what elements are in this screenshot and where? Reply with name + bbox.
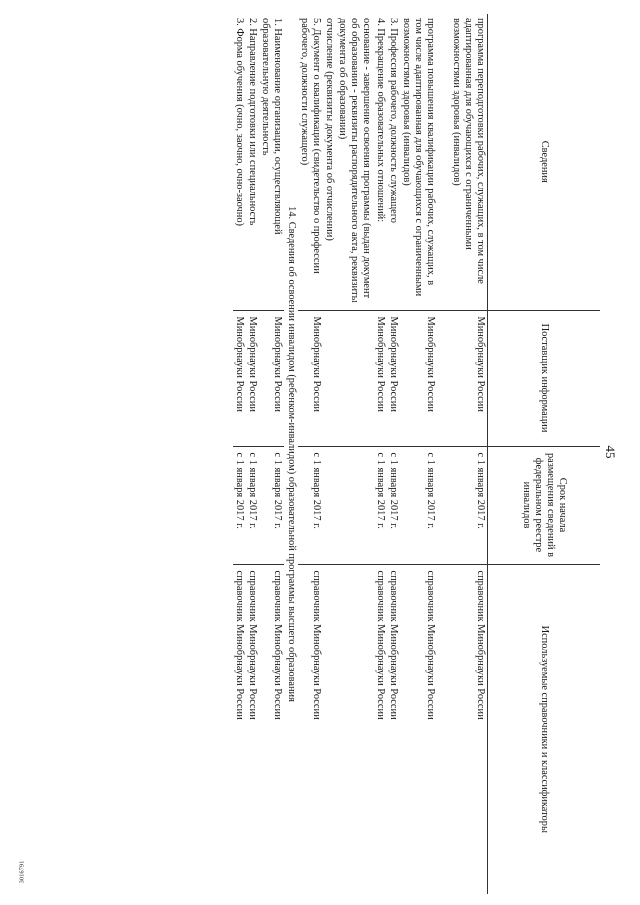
postavshik-cell: Минобрнауки России [246,310,259,446]
table-row [233,14,246,894]
postavshik-cell: Минобрнауки России [233,310,246,446]
svedeniya-cell: 1. Наименование организации, осуществляющей образовательную деятельность [260,18,284,235]
svedeniya-cell: программа повышения квалификации рабочих, служащих, в том числе адаптированная для обучающихся с ограниченными возможностями здоровья (инвалидов) [400,18,436,297]
svedeniya-cell: 2. Направление подготовки или специальность [246,18,258,226]
table-row [259,14,284,894]
postavshik-cell: Минобрнауки России [400,310,450,446]
rotated-page [0,14,600,894]
srok-cell: с 1 января 2017 г. [450,446,488,564]
header-postavshik: Поставщик информации [488,310,601,446]
document-id: 3016791 [18,860,26,884]
srok-cell: с 1 января 2017 г. [298,446,323,564]
header-spravochniki: Используемые справочники и классификаторы [488,564,601,894]
spravochniki-cell: справочник Минобрнауки России [374,564,387,894]
postavshik-cell: Минобрнауки России [450,310,488,446]
srok-cell: с 1 января 2017 г. [233,446,246,564]
section-row [284,14,298,894]
page-number: 45 [603,445,618,459]
table-row [298,14,323,894]
spravochniki-cell: справочник Минобрнауки России [298,564,323,894]
spravochniki-cell: справочник Минобрнауки России [246,564,259,894]
header-svedeniya: Сведения [488,14,601,310]
srok-cell: с 1 января 2017 г. [387,446,400,564]
table-row [374,14,387,894]
table-row [450,14,488,894]
postavshik-cell: Минобрнауки России [374,310,387,446]
svedeniya-cell: 4. Прекращение образовательных отношений: [374,18,386,223]
header-srok: Срок начала размещения сведений в федеральном реестре инвалидов [488,446,601,564]
table-row [323,14,336,894]
spravochniki-cell: справочник Минобрнауки России [233,564,246,894]
postavshik-cell: Минобрнауки России [298,310,323,446]
spravochniki-cell: справочник Минобрнауки России [450,564,488,894]
postavshik-cell: Минобрнауки России [259,310,284,446]
svedeniya-cell: 5. Документ о квалификации (свидетельство о профессии рабочего, должности служащего) [299,18,323,274]
svedeniya-cell: программа переподготовки рабочих, служащих, в том числе адаптированная для обучающихся с ограниченными возможностями здоровья (инвалидов) [450,18,486,284]
spravochniki-cell: справочник Минобрнауки России [387,564,400,894]
srok-cell: с 1 января 2017 г. [400,446,450,564]
table-row [336,14,373,894]
srok-cell: с 1 января 2017 г. [246,446,259,564]
svedeniya-cell: 3. Форма обучения (очно, заочно, очно-заочно) [233,18,245,226]
registry-table [233,14,600,894]
section-heading: 14. Сведения об освоении инвалидом (ребенком-инвалидом) образовательной программы высшего образования [286,206,298,702]
spravochniki-cell: справочник Минобрнауки России [400,564,450,894]
svedeniya-cell: 3. Профессия рабочего, должность служащего [387,18,399,223]
svedeniya-cell: отчисление (реквизиты документа об отчислении) [324,18,336,241]
table-row [246,14,259,894]
table-header-row [488,14,601,894]
spravochniki-cell: справочник Минобрнауки России [259,564,284,894]
table-row [400,14,450,894]
table-row [387,14,400,894]
svedeniya-cell: основание - завершение освоения программы (выдан документ об образовании - реквизиты распорядительного акта, реквизиты документа об образовании) [337,18,373,303]
srok-cell: с 1 января 2017 г. [374,446,387,564]
srok-cell: с 1 января 2017 г. [259,446,284,564]
postavshik-cell: Минобрнауки России [387,310,400,446]
